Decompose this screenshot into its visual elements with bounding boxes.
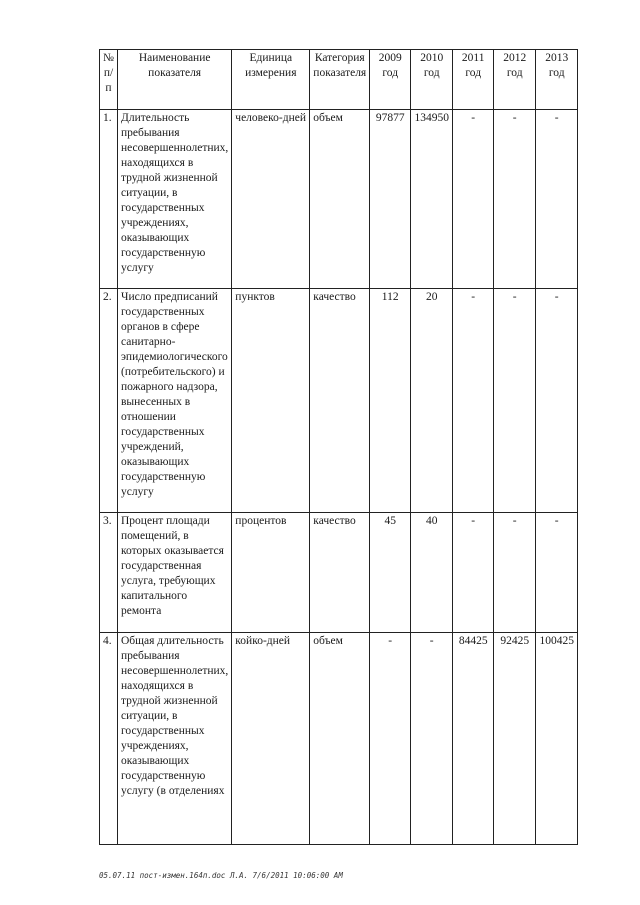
table-row (100, 110, 578, 289)
row-no: 3. (100, 513, 118, 633)
row-2009: - (370, 633, 411, 845)
header-unit: Единица измерения (232, 50, 310, 110)
header-no: № п/п (100, 50, 118, 110)
row-2011: - (453, 289, 494, 513)
row-2011: 84425 (453, 633, 494, 845)
header-category: Категория показателя (310, 50, 370, 110)
table-header-row (100, 50, 578, 110)
row-no: 1. (100, 110, 118, 289)
row-2010: 134950 (411, 110, 453, 289)
row-2012: - (494, 289, 536, 513)
row-2009: 97877 (370, 110, 411, 289)
row-category: объем (310, 633, 370, 845)
row-2013: - (536, 289, 578, 513)
row-2011: - (453, 513, 494, 633)
row-unit: пунктов (232, 289, 310, 513)
row-2009: 45 (370, 513, 411, 633)
header-2010: 2010 год (411, 50, 453, 110)
indicators-table (99, 49, 578, 845)
row-unit: койко-дней (232, 633, 310, 845)
row-2012: 92425 (494, 633, 536, 845)
row-2009: 112 (370, 289, 411, 513)
row-category: качество (310, 289, 370, 513)
row-name: Процент площади помещений, в которых оказывается государственная услуга, требующих капитального ремонта (118, 513, 232, 633)
row-2010: 40 (411, 513, 453, 633)
row-category: объем (310, 110, 370, 289)
table-row (100, 513, 578, 633)
row-2012: - (494, 110, 536, 289)
row-2012: - (494, 513, 536, 633)
row-name: Число предписаний государственных органов в сфере санитарно-эпидемиологического (потребительского) и пожарного надзора, вынесенных в отношении государственных учреждений, оказывающих государственную услугу (118, 289, 232, 513)
row-2013: 100425 (536, 633, 578, 845)
row-no: 4. (100, 633, 118, 845)
table-row (100, 289, 578, 513)
row-unit: человеко-дней (232, 110, 310, 289)
header-2011: 2011 год (453, 50, 494, 110)
header-name: Наименование показателя (118, 50, 232, 110)
header-2012: 2012 год (494, 50, 536, 110)
header-2009: 2009 год (370, 50, 411, 110)
row-name: Общая длительность пребывания несовершеннолетних, находящихся в трудной жизненной ситуации, в государственных учреждениях, оказывающих государственную услугу (в отделениях (118, 633, 232, 845)
row-unit: процентов (232, 513, 310, 633)
row-2013: - (536, 110, 578, 289)
row-2013: - (536, 513, 578, 633)
document-footer: 05.07.11 пост-измен.164п.doc Л.А. 7/6/2011 10:06:00 AM (99, 871, 343, 880)
row-name: Длительность пребывания несовершеннолетних, находящихся в трудной жизненной ситуации, в государственных учреждениях, оказывающих государственную услугу (118, 110, 232, 289)
table-row (100, 633, 578, 845)
row-2011: - (453, 110, 494, 289)
header-2013: 2013 год (536, 50, 578, 110)
row-2010: 20 (411, 289, 453, 513)
row-category: качество (310, 513, 370, 633)
row-no: 2. (100, 289, 118, 513)
row-2010: - (411, 633, 453, 845)
